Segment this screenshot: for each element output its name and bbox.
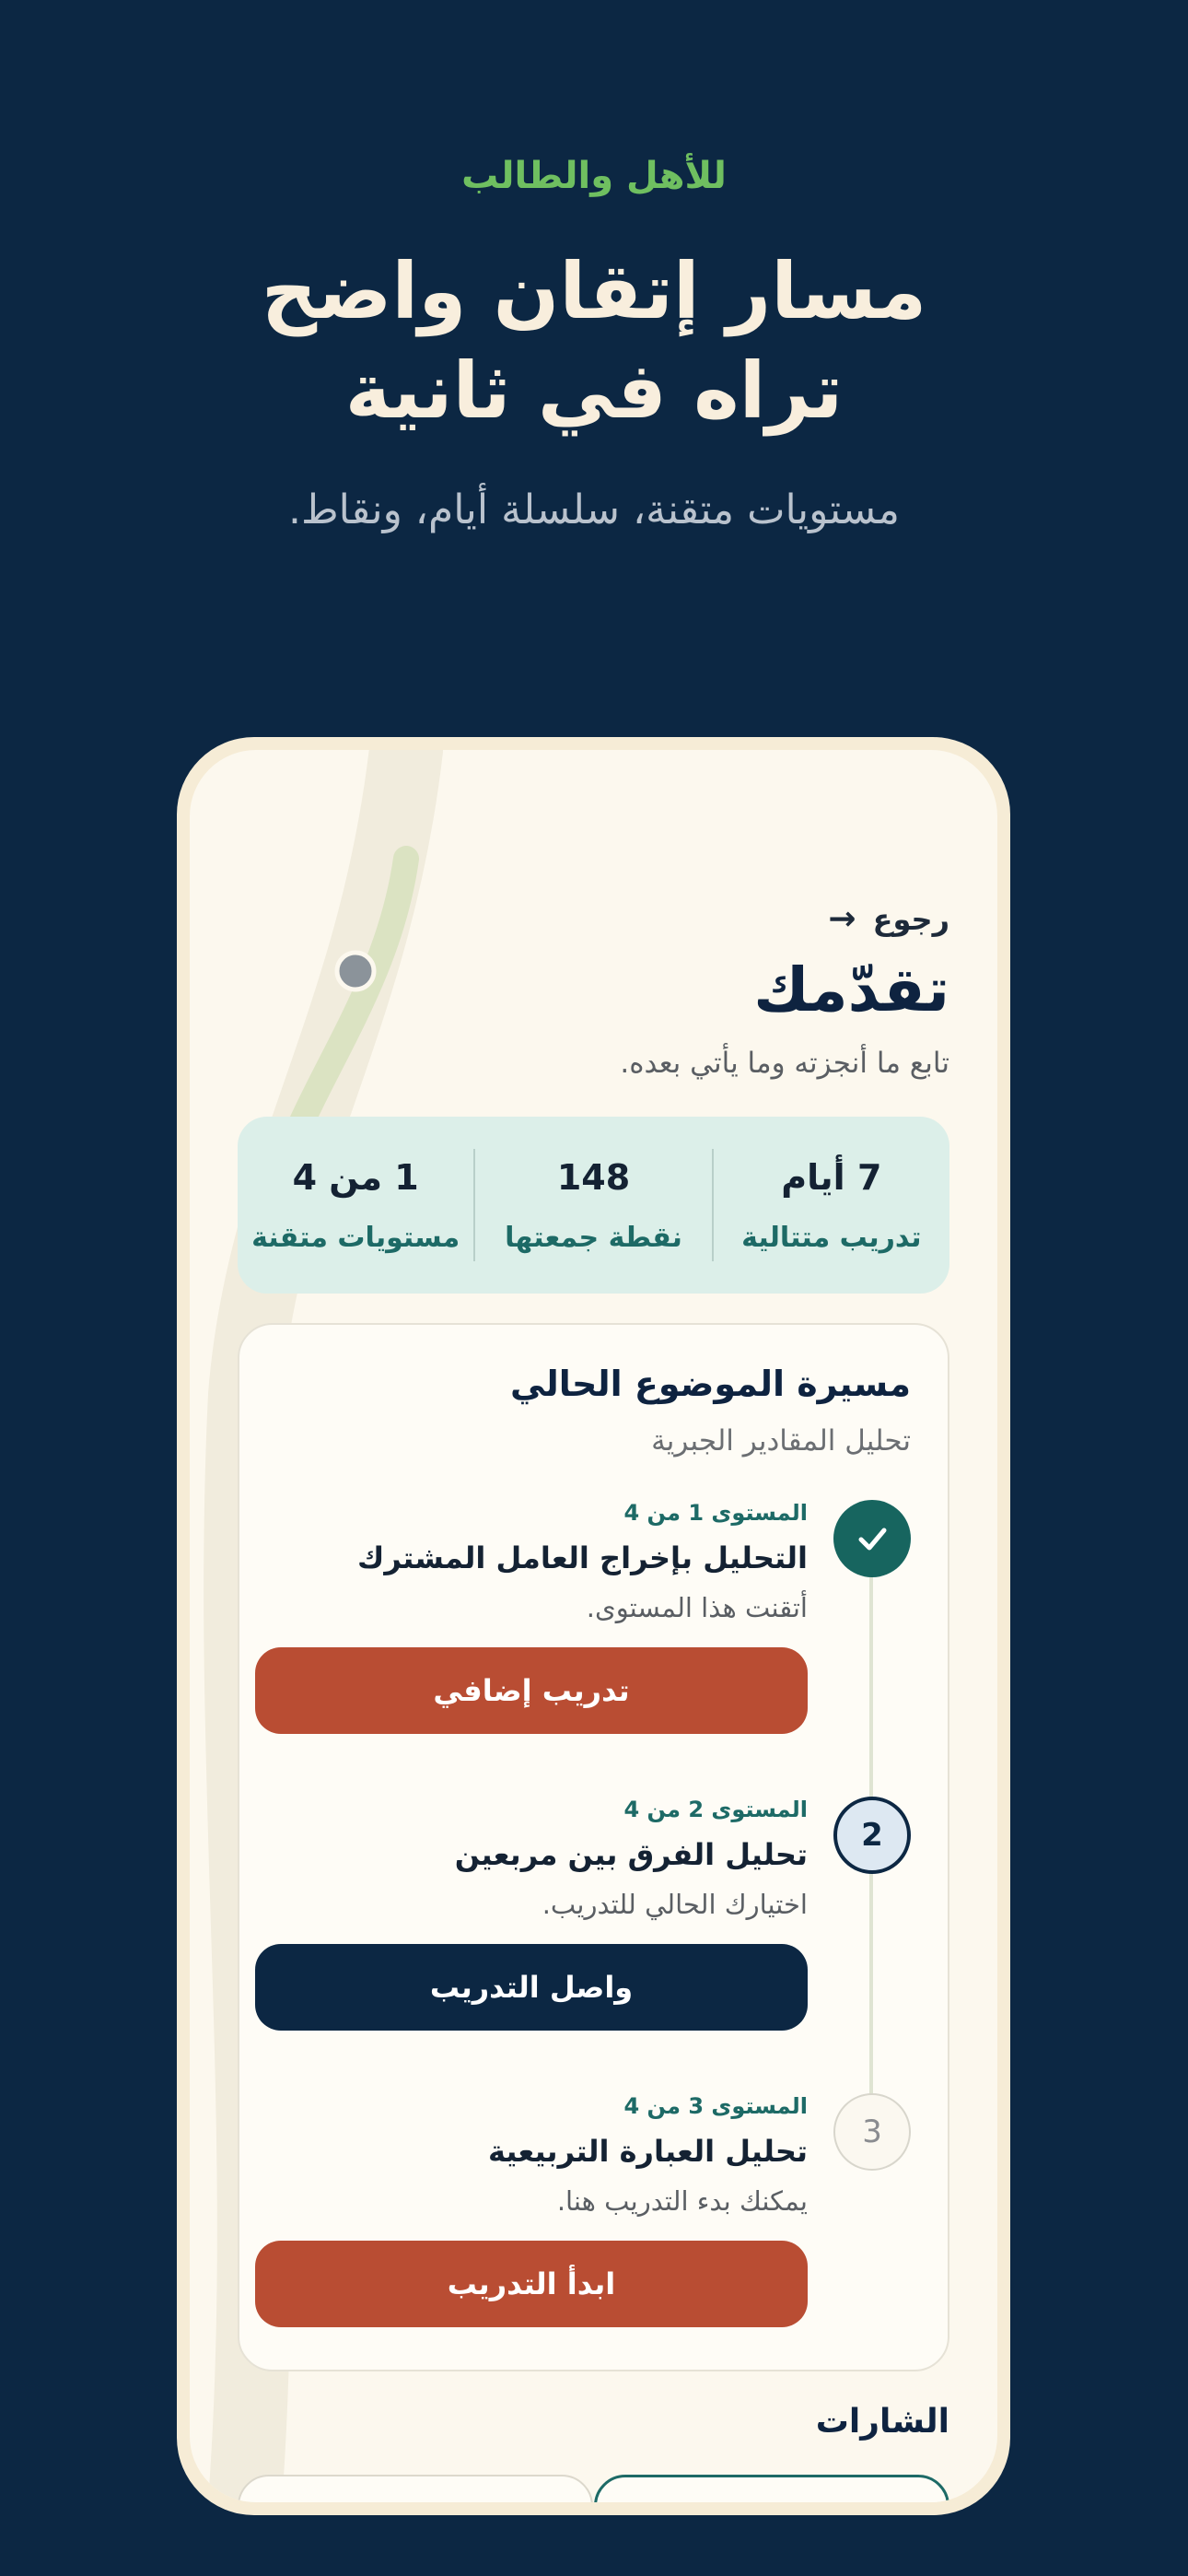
level-tag: المستوى 2 من 4	[623, 1797, 808, 1822]
stat-mastered-levels	[238, 1157, 473, 1254]
hero-eyebrow: للأهل والطالب	[461, 155, 727, 197]
back-button[interactable]	[828, 902, 949, 937]
badges-section-title: الشارات	[815, 2403, 949, 2441]
level-note: اختيارك الحالي للتدريب.	[542, 1889, 808, 1920]
level-name: تحليل الفرق بين مربعين	[454, 1837, 808, 1872]
level-note: يمكنك بدء التدريب هنا.	[556, 2185, 808, 2217]
continue-practice-button[interactable]: واصل التدريب	[255, 1944, 808, 2031]
badge-card[interactable]	[594, 2475, 949, 2502]
back-label: رجوع	[872, 902, 949, 937]
level-name: التحليل بإخراج العامل المشترك	[357, 1540, 808, 1575]
phone-frame	[177, 737, 1010, 2515]
page-title: تقدّمك	[753, 954, 949, 1025]
app-screen	[190, 750, 997, 2502]
level-tag: المستوى 3 من 4	[623, 2093, 808, 2119]
hero-title-line2: تراه في ثانية	[344, 345, 844, 436]
check-icon	[854, 1520, 891, 1557]
arrow-right-icon: →	[828, 900, 856, 938]
stat-divider	[712, 1149, 714, 1261]
extra-practice-button[interactable]: تدريب إضافي	[255, 1647, 808, 1734]
page-subtitle: تابع ما أنجزته وما يأتي بعده.	[620, 1047, 949, 1080]
stat-label: نقطة جمعتها	[505, 1221, 682, 1254]
level-name: تحليل العبارة التربيعية	[487, 2134, 808, 2169]
stat-points	[475, 1157, 711, 1254]
level-body	[276, 2093, 808, 2327]
step-number-badge: 3	[833, 2093, 911, 2171]
level-tag: المستوى 1 من 4	[623, 1500, 808, 1526]
path-marker-dot	[337, 953, 374, 989]
start-practice-button[interactable]: ابدأ التدريب	[255, 2241, 808, 2327]
hero-title	[0, 241, 1188, 440]
step-number-badge: 2	[833, 1797, 911, 1874]
stat-label: مستويات متقنة	[251, 1221, 460, 1254]
hero-title-line1: مسار إتقان واضح	[261, 246, 927, 336]
stat-value: 148	[556, 1156, 631, 1198]
stat-value: 7 أيام	[781, 1156, 882, 1198]
stats-panel	[238, 1117, 949, 1294]
stat-value: 1 من 4	[292, 1156, 419, 1198]
level-body	[276, 1797, 808, 2031]
level-body	[276, 1500, 808, 1734]
topic-name: تحليل المقادير الجبرية	[651, 1424, 911, 1458]
level-note: أتقنت هذا المستوى.	[586, 1592, 808, 1623]
stat-streak	[714, 1157, 949, 1254]
badge-card[interactable]	[238, 2475, 593, 2502]
step-completed-badge	[833, 1500, 911, 1577]
card-title: مسيرة الموضوع الحالي	[510, 1364, 911, 1404]
stat-label: تدريب متتالية	[741, 1221, 922, 1254]
topic-path-card	[238, 1323, 949, 2371]
stat-divider	[473, 1149, 475, 1261]
hero-subtitle: مستويات متقنة، سلسلة أيام، ونقاط.	[287, 486, 901, 533]
